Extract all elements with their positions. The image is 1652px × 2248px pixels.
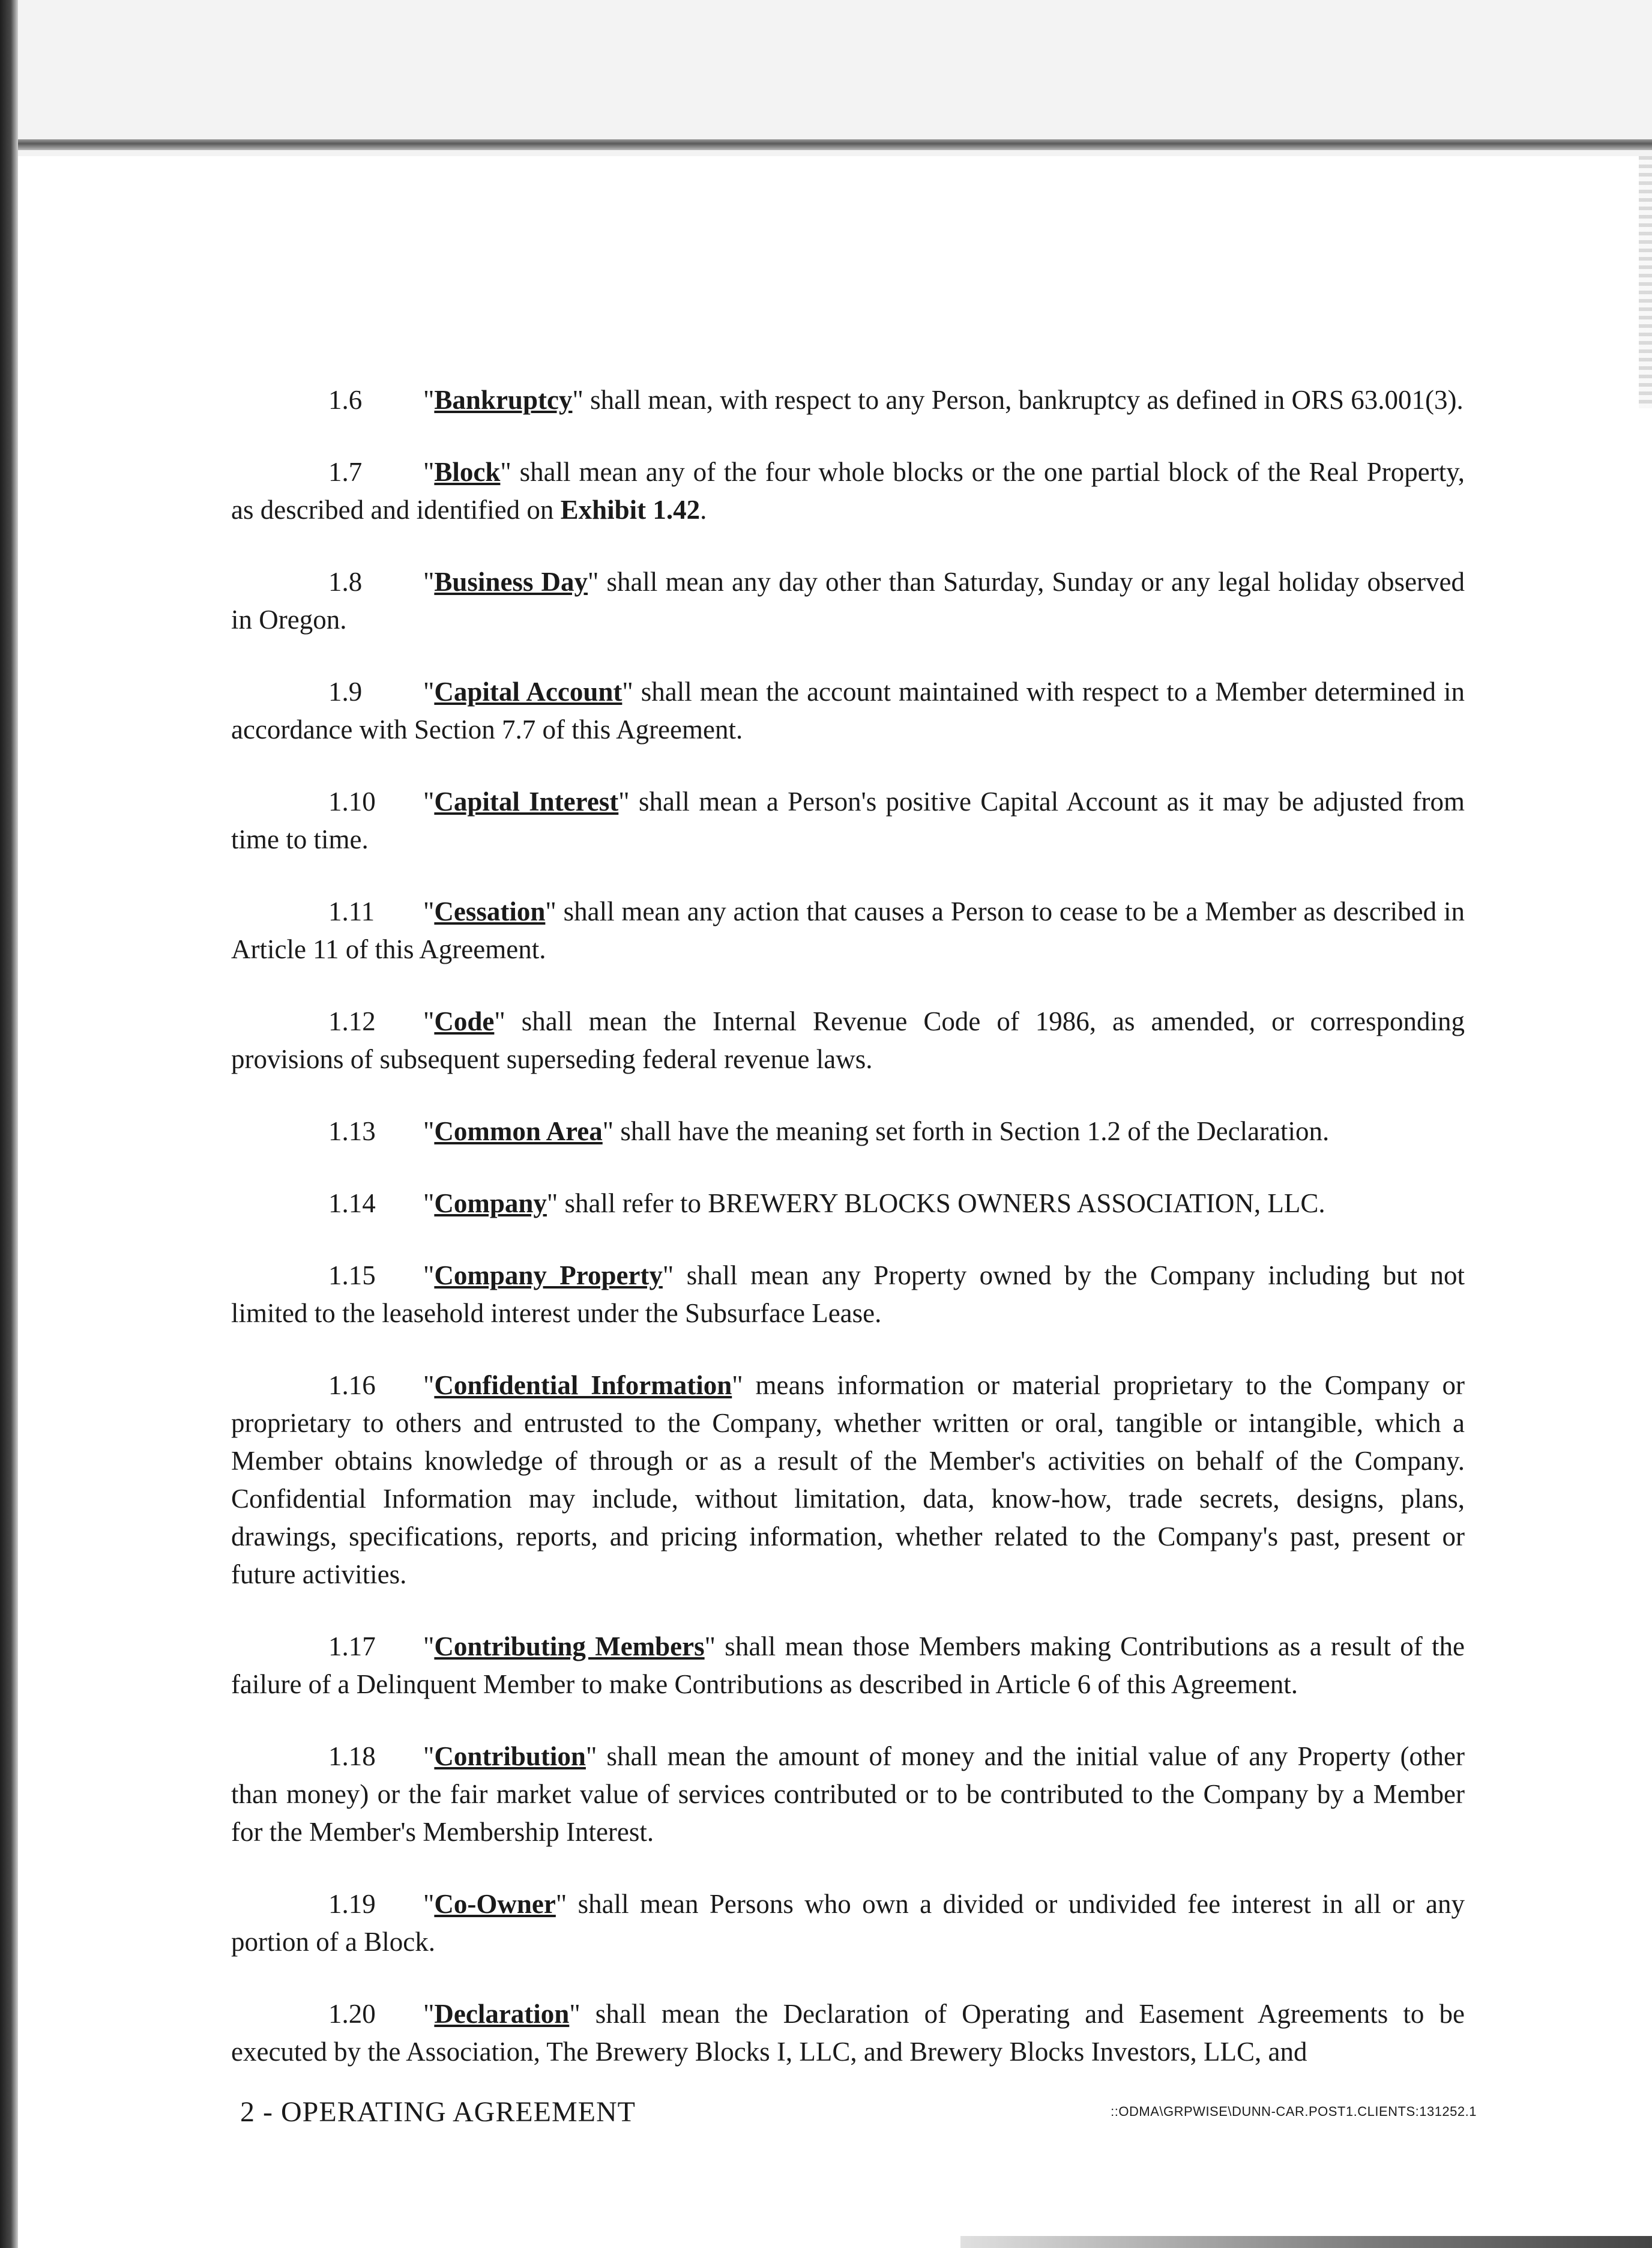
definition-clause: 1.12 "Code" shall mean the Internal Revenue Code of 1986, as amended, or corresponding provisions of subsequent superseding federal revenue laws. [231,1003,1465,1078]
definition-clause: 1.16 "Confidential Information" means information or material proprietary to the Company or proprietary to others and entrusted to the Company, whether written or oral, tangible or intangible, which a Member obtains knowledge of through or as a result of the Member's activities on behalf of the Company. Confidential Information may include, without limitation, data, know-how, trade secrets, designs, plans, drawings, specifications, reports, and pricing information, whether related to the Company's past, present or future activities. [231,1367,1465,1594]
clause-number: 1.6 [328,385,363,415]
definition-clause: 1.9 "Capital Account" shall mean the account maintained with respect to a Member determined in accordance with Section 7.7 of this Agreement. [231,673,1465,749]
defined-term: Code [434,1006,495,1036]
defined-term: Capital Account [434,677,623,707]
definition-clause: 1.8 "Business Day" shall mean any day other than Saturday, Sunday or any legal holiday observed in Oregon. [231,563,1465,639]
definition-clause: 1.13 "Common Area" shall have the meaning set forth in Section 1.2 of the Declaration. [231,1113,1465,1150]
clause-number: 1.9 [328,677,363,707]
clause-number: 1.16 [328,1370,376,1400]
defined-term: Contribution [434,1741,586,1771]
clause-text: shall mean any day other than Saturday, Sunday or any legal holiday observed in Oregon. [231,567,1465,635]
clause-text: shall refer to BREWERY BLOCKS OWNERS ASSOCIATION, LLC. [558,1188,1325,1218]
clause-number: 1.11 [328,896,375,926]
scan-top-shadow [0,0,1652,156]
defined-term: Capital Interest [434,787,619,817]
clause-number: 1.10 [328,787,376,817]
definition-clause: 1.20 "Declaration" shall mean the Declaration of Operating and Easement Agreements to be executed by the Association, The Brewery Blocks I, LLC, and Brewery Blocks Investors, LLC, and [231,1995,1465,2071]
footer-title: 2 - OPERATING AGREEMENT [240,2096,636,2128]
clause-number: 1.20 [328,1999,376,2029]
defined-term: Company Property [434,1260,663,1290]
clause-text: shall mean a Person's positive Capital Account as it may be adjusted from time to time. [231,787,1465,854]
defined-term: Declaration [434,1999,570,2029]
clause-text: shall mean the Declaration of Operating and Easement Agreements to be executed by the Association, The Brewery Blocks I, LLC, and Brewery Blocks Investors, LLC, and [231,1999,1465,2067]
clause-number: 1.19 [328,1889,376,1919]
page-footer [240,2095,1477,2132]
definition-clause: 1.7 "Block" shall mean any of the four whole blocks or the one partial block of the Real Property, as described and identified on Exhibit 1.42. [231,453,1465,529]
defined-term: Business Day [434,567,588,597]
defined-term: Cessation [434,896,546,926]
defined-term: Co-Owner [434,1889,556,1919]
clause-number: 1.12 [328,1006,376,1036]
definition-clause: 1.10 "Capital Interest" shall mean a Person's positive Capital Account as it may be adjusted from time to time. [231,783,1465,859]
clause-text: shall mean any of the four whole blocks or the one partial block of the Real Property, as described and identified on [231,457,1465,525]
defined-term: Confidential Information [434,1370,732,1400]
clause-text: shall mean those Members making Contributions as a result of the failure of a Delinquent Member to make Contributions as described in Article 6 of this Agreement. [231,1631,1465,1699]
scan-right-edge [1639,156,1652,408]
definition-clause: 1.19 "Co-Owner" shall mean Persons who own a divided or undivided fee interest in all or any portion of a Block. [231,1885,1465,1961]
definition-clause: 1.6 "Bankruptcy" shall mean, with respect to any Person, bankruptcy as defined in ORS 63.001(3). [231,381,1465,419]
clause-text: shall mean any Property owned by the Company including but not limited to the leasehold interest under the Subsurface Lease. [231,1260,1465,1328]
definition-clause: 1.11 "Cessation" shall mean any action that causes a Person to cease to be a Member as described in Article 11 of this Agreement. [231,893,1465,968]
defined-term: Common Area [434,1116,603,1146]
clause-text: means information or material proprietary to the Company or proprietary to others and entrusted to the Company, whether written or oral, tangible or intangible, which a Member obtains knowledge of through or as a result of the Member's activities on behalf of the Company. Confidential Information may include, without limitation, data, know-how, trade secrets, designs, plans, drawings, specifications, reports, and pricing information, whether related to the Company's past, present or future activities. [231,1370,1465,1589]
clause-text: shall mean, with respect to any Person, bankruptcy as defined in ORS 63.001(3). [583,385,1464,415]
scan-top-edge [0,139,1652,150]
clause-text-tail: . [700,495,707,525]
clause-number: 1.7 [328,457,363,487]
document-body [231,354,1465,2105]
defined-term: Bankruptcy [434,385,573,415]
exhibit-reference: Exhibit 1.42 [560,495,701,525]
defined-term: Company [434,1188,547,1218]
clause-text: shall mean the amount of money and the initial value of any Property (other than money) or the fair market value of services contributed or to be contributed to the Company by a Member for the Member's Membership Interest. [231,1741,1465,1847]
clause-number: 1.14 [328,1188,376,1218]
clause-text: shall have the meaning set forth in Section 1.2 of the Declaration. [613,1116,1330,1146]
clause-number: 1.8 [328,567,363,597]
clause-text: shall mean the account maintained with respect to a Member determined in accordance with Section 7.7 of this Agreement. [231,677,1465,745]
document-path-code: ::ODMA\GRPWISE\DUNN-CAR.POST1.CLIENTS:131252.1 [1111,2104,1477,2119]
clause-number: 1.15 [328,1260,376,1290]
definition-clause: 1.18 "Contribution" shall mean the amount of money and the initial value of any Property (other than money) or the fair market value of services contributed or to be contributed to the Company by a Member for the Member's Membership Interest. [231,1738,1465,1851]
clause-number: 1.17 [328,1631,376,1661]
defined-term: Block [434,457,501,487]
definition-clause: 1.17 "Contributing Members" shall mean those Members making Contributions as a result of the failure of a Delinquent Member to make Contributions as described in Article 6 of this Agreement. [231,1628,1465,1703]
clause-text: shall mean Persons who own a divided or undivided fee interest in all or any portion of a Block. [231,1889,1465,1957]
definition-clause: 1.14 "Company" shall refer to BREWERY BLOCKS OWNERS ASSOCIATION, LLC. [231,1185,1465,1222]
definition-clause: 1.15 "Company Property" shall mean any Property owned by the Company including but not limited to the leasehold interest under the Subsurface Lease. [231,1257,1465,1332]
clause-text: shall mean any action that causes a Person to cease to be a Member as described in Article 11 of this Agreement. [231,896,1465,964]
clause-number: 1.13 [328,1116,376,1146]
clause-text: shall mean the Internal Revenue Code of 1986, as amended, or corresponding provisions of subsequent superseding federal revenue laws. [231,1006,1465,1074]
scan-left-edge [0,0,18,2248]
defined-term: Contributing Members [434,1631,705,1661]
clause-number: 1.18 [328,1741,376,1771]
scan-bottom-edge [960,2236,1652,2248]
